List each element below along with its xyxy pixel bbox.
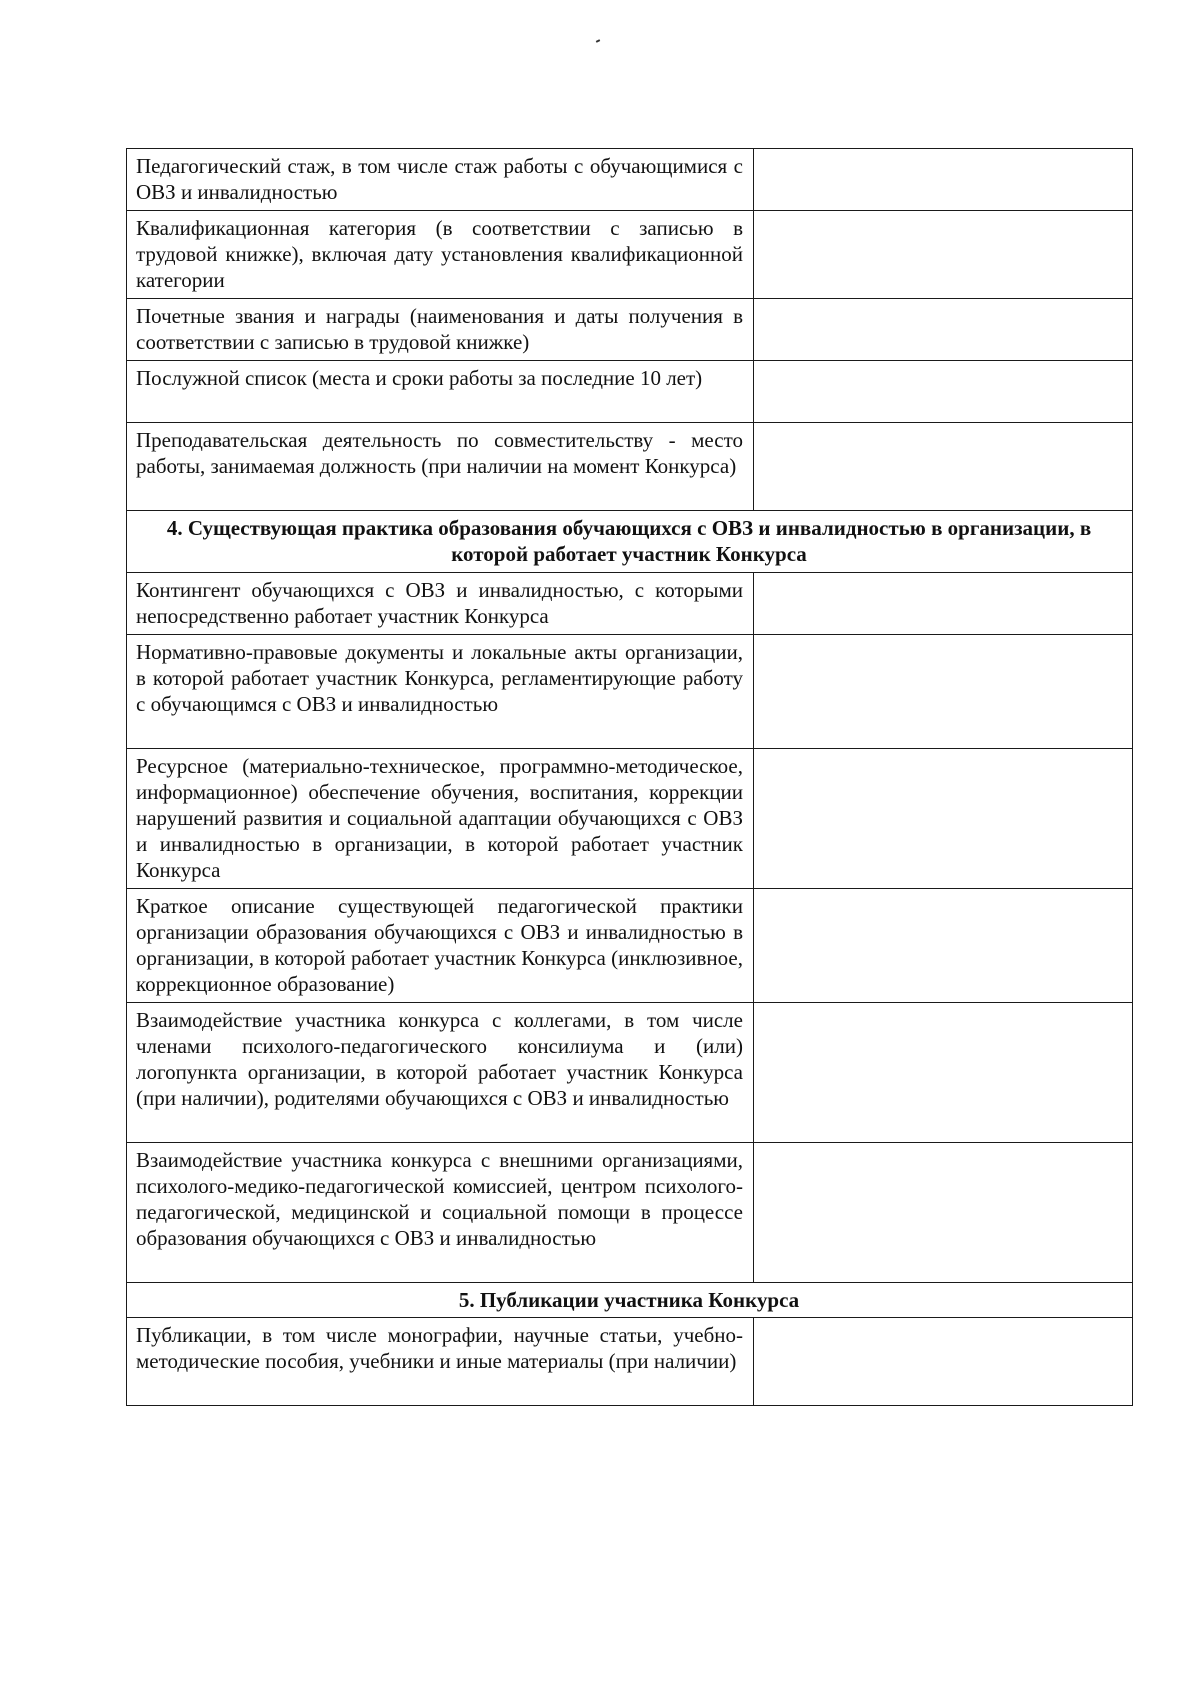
row-value-service-record[interactable] (754, 361, 1133, 423)
table-row (127, 1318, 1133, 1406)
table-row (127, 1003, 1133, 1143)
row-label-qualification-category: Квалификационная категория (в соответствии с записью в трудовой книжке), включая дату установления квалификационной категории (127, 211, 754, 299)
section-5-title: 5. Публикации участника Конкурса (127, 1283, 1133, 1318)
application-form-table (126, 148, 1133, 1406)
row-value-student-contingent[interactable] (754, 573, 1133, 635)
row-label-practice-description: Краткое описание существующей педагогической практики организации образования обучающихся с ОВЗ и инвалидностью в организации, в которой работает участник Конкурса (инклюзивное, коррекционное образование) (127, 889, 754, 1003)
scan-mark (596, 39, 600, 43)
row-label-resource-support: Ресурсное (материально-техническое, программно-методическое, информационное) обеспечение обучения, воспитания, коррекции нарушений развития и социальной адаптации обучающихся с ОВЗ и инвалидностью в организации, в которой работает участник Конкурса (127, 749, 754, 889)
row-value-resource-support[interactable] (754, 749, 1133, 889)
row-value-publications[interactable] (754, 1318, 1133, 1406)
table-row (127, 299, 1133, 361)
table-row (127, 423, 1133, 511)
table-row (127, 889, 1133, 1003)
row-value-practice-description[interactable] (754, 889, 1133, 1003)
row-value-part-time-teaching[interactable] (754, 423, 1133, 511)
table-row (127, 361, 1133, 423)
table-row (127, 635, 1133, 749)
row-value-honors-awards[interactable] (754, 299, 1133, 361)
row-value-teaching-experience[interactable] (754, 149, 1133, 211)
row-label-publications: Публикации, в том числе монографии, научные статьи, учебно-методические пособия, учебники и иные материалы (при наличии) (127, 1318, 754, 1406)
section-4-title: 4. Существующая практика образования обучающихся с ОВЗ и инвалидностью в организации, в которой работает участник Конкурса (127, 511, 1133, 573)
row-label-student-contingent: Контингент обучающихся с ОВЗ и инвалидностью, с которыми непосредственно работает участник Конкурса (127, 573, 754, 635)
row-label-part-time-teaching: Преподавательская деятельность по совместительству - место работы, занимаемая должность (при наличии на момент Конкурса) (127, 423, 754, 511)
row-label-teaching-experience: Педагогический стаж, в том числе стаж работы с обучающимися с ОВЗ и инвалидностью (127, 149, 754, 211)
row-value-regulatory-documents[interactable] (754, 635, 1133, 749)
table-row (127, 149, 1133, 211)
row-value-qualification-category[interactable] (754, 211, 1133, 299)
table-row (127, 749, 1133, 889)
row-value-external-interaction[interactable] (754, 1143, 1133, 1283)
row-label-honors-awards: Почетные звания и награды (наименования и даты получения в соответствии с записью в трудовой книжке) (127, 299, 754, 361)
row-label-external-interaction: Взаимодействие участника конкурса с внешними организациями, психолого-медико-педагогической комиссией, центром психолого-педагогической, медицинской и социальной помощи в процессе образования обучающихся с ОВЗ и инвалидностью (127, 1143, 754, 1283)
section-header-row (127, 1283, 1133, 1318)
table-row (127, 1143, 1133, 1283)
row-label-colleague-interaction: Взаимодействие участника конкурса с коллегами, в том числе членами психолого-педагогического консилиума и (или) логопункта организации, в которой работает участник Конкурса (при наличии), родителями обучающихся с ОВЗ и инвалидностью (127, 1003, 754, 1143)
row-label-regulatory-documents: Нормативно-правовые документы и локальные акты организации, в которой работает участник Конкурса, регламентирующие работу с обучающимся с ОВЗ и инвалидностью (127, 635, 754, 749)
row-value-colleague-interaction[interactable] (754, 1003, 1133, 1143)
section-header-row (127, 511, 1133, 573)
table-row (127, 211, 1133, 299)
table-row (127, 573, 1133, 635)
row-label-service-record: Послужной список (места и сроки работы за последние 10 лет) (127, 361, 754, 423)
